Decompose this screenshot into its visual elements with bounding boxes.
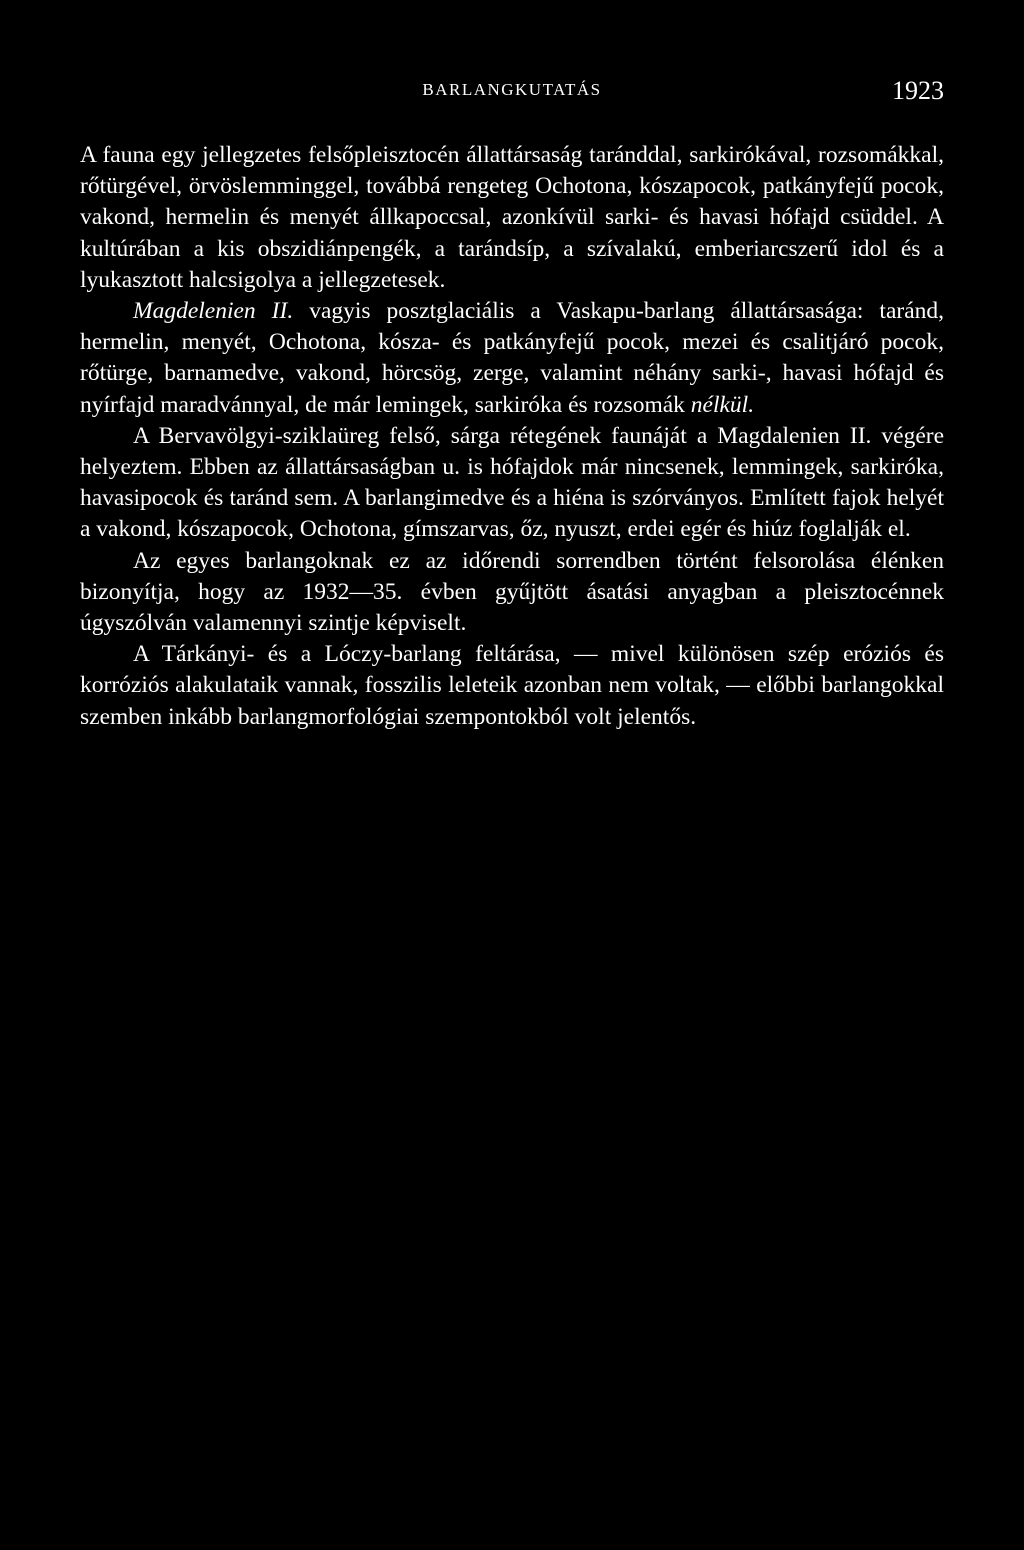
paragraph-fauna: [80, 140, 944, 296]
italic-term: Magdelenien II.: [133, 298, 294, 325]
paragraph-tarkanyi: [80, 639, 944, 733]
paragraph-text: vagyis posztglaciális a Vaskapu-barlang állattársasága: taránd, hermelin, menyét, Ochotona, kósza- és patkányfejű pocok, mezei és csalitjáró pocok, rőtürge, barnamedve, vakond, hörcsög, zerge, valamint néhány sarki-, havasi hófajd és nyírfajd maradvánnyal, de már lemingek, sarkiróka és rozsomák: [80, 298, 945, 418]
page-number: 1923: [892, 76, 944, 105]
paragraph-text: A Tárkányi- és a Lóczy-barlang feltárása, — mivel különösen szép eróziós és korróziós alakulataik vannak, fosszilis leleteik azonban nem voltak, — előbbi barlangokkal szemben inkább barlangmorfológiai szempontokból volt jelentős.: [80, 641, 944, 730]
paragraph-text: A fauna egy jellegzetes felsőpleisztocén állattársaság taránddal, sarkirókával, rozsomákkal, rőtürgével, örvöslemminggel, továbbá rengeteg Ochotona, kószapocok, patkányfejű pocok, vakond, hermelin és menyét állkapoccsal, azonkívül sarki- és havasi hófajd csüddel. A kultúrában a kis obszidiánpengék, a tarándsíp, a szívalakú, emberiarcszerű idol és a lyukasztott halcsigolya a jellegzetesek.: [80, 142, 944, 293]
paragraph-bervavolgyi: [80, 421, 944, 546]
paragraph-chronology: [80, 546, 944, 640]
running-title: BARLANGKUTATÁS: [422, 80, 602, 99]
paragraph-magdalenien: [80, 296, 944, 421]
italic-word: nélkül.: [690, 391, 755, 418]
body-text: [80, 140, 944, 733]
page-header: [80, 76, 944, 112]
paragraph-text: A Bervavölgyi-sziklaüreg felső, sárga rétegének faunáját a Magdalenien II. végére helyeztem. Ebben az állattársaságban u. is hófajdok már nincsenek, lemmingek, sarkiróka, havasipocok és taránd sem. A barlangimedve és a hiéna is szórványos. Említett fajok helyét a vakond, kószapocok, Ochotona, gímszarvas, őz, nyuszt, erdei egér és hiúz foglalják el.: [80, 422, 944, 543]
paragraph-text: Az egyes barlangoknak ez az időrendi sorrendben történt felsorolása élénken bizonyítja, hogy az 1932—35. évben gyűjtött ásatási anyagban a pleisztocénnek úgyszólván valamennyi szintje képviselt.: [80, 547, 944, 637]
